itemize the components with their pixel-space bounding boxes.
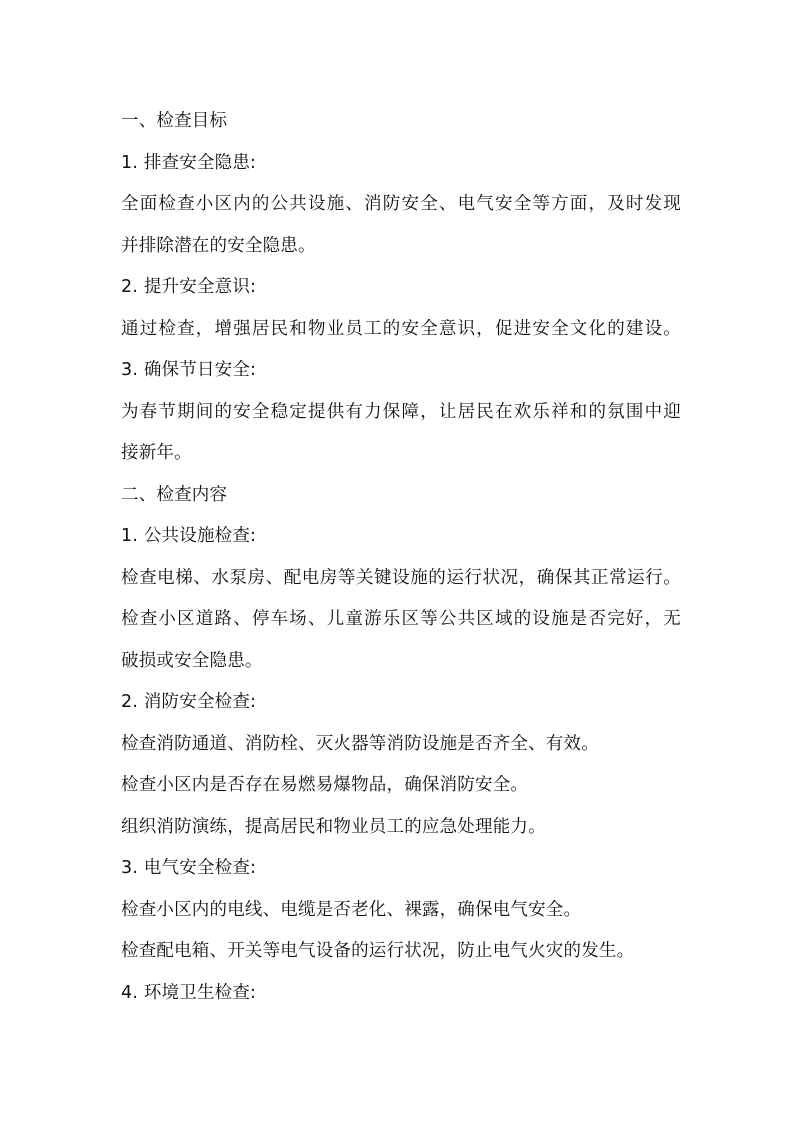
paragraph-line: 检查配电箱、开关等电气设备的运行状况，防止电气火灾的发生。	[121, 941, 635, 961]
paragraph-line: 并排除潜在的安全隐患。	[121, 235, 316, 256]
item-heading: 4. 环境卫生检查:	[121, 982, 257, 1003]
paragraph-line: 破损或安全隐患。	[121, 650, 263, 671]
paragraph-line: 组织消防演练，提高居民和物业员工的应急处理能力。	[121, 816, 546, 837]
paragraph-line: 检查小区内是否存在易燃易爆物品，确保消防安全。	[121, 775, 529, 795]
paragraph-line: 检查小区内的电线、电缆是否老化、裸露，确保电气安全。	[121, 899, 582, 920]
paragraph-line: 检查消防通道、消防栓、灭火器等消防设施是否齐全、有效。	[121, 733, 599, 754]
document-body	[121, 101, 681, 1014]
item-heading: 1. 排查安全隐患:	[121, 152, 257, 173]
item-heading: 3. 电气安全检查:	[121, 858, 257, 878]
paragraph-line: 检查小区道路、停车场、儿童游乐区等公共区域的设施是否完好，无	[121, 609, 681, 629]
paragraph-line: 为春节期间的安全稳定提供有力保障，让居民在欢乐祥和的氛围中迎	[121, 401, 681, 422]
item-heading: 2. 提升安全意识:	[121, 277, 257, 297]
paragraph-line: 检查电梯、水泵房、配电房等关键设施的运行状况，确保其正常运行。	[121, 567, 681, 588]
paragraph-line: 全面检查小区内的公共设施、消防安全、电气安全等方面，及时发现	[121, 194, 681, 214]
paragraph-line: 接新年。	[121, 443, 192, 463]
section-heading: 一、检查目标	[121, 111, 228, 131]
item-heading: 1. 公共设施检查:	[121, 526, 257, 546]
item-heading: 2. 消防安全检查:	[121, 692, 257, 712]
paragraph-line: 通过检查，增强居民和物业员工的安全意识，促进安全文化的建设。	[121, 318, 681, 339]
section-heading: 二、检查内容	[121, 484, 228, 505]
item-heading: 3. 确保节日安全:	[121, 360, 257, 380]
